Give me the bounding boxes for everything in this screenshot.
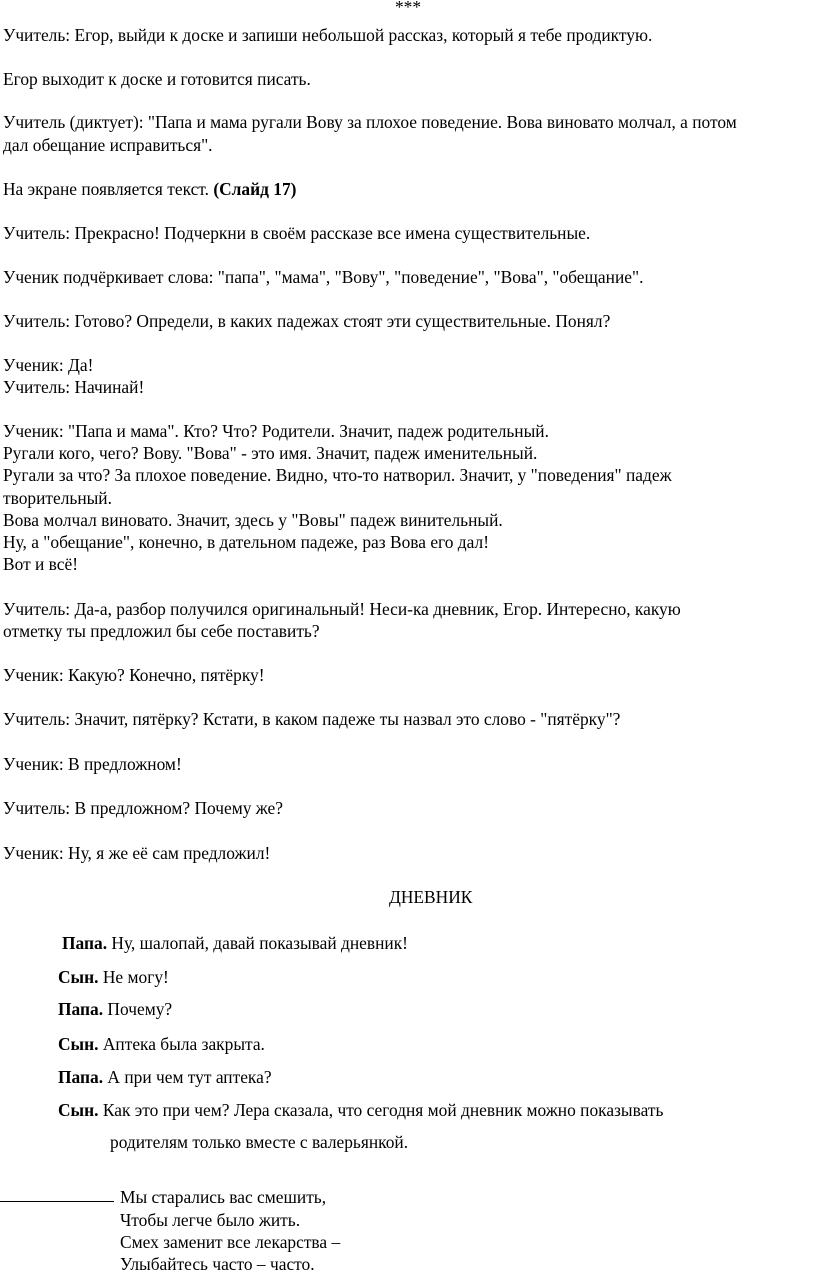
speaker-name: Сын. xyxy=(58,967,99,987)
dialogue-line: отметку ты предложил бы себе поставить? xyxy=(3,621,320,641)
speaker-text: Ну, шалопай, давай показывай дневник! xyxy=(111,933,408,953)
dialogue-line: Учитель: Егор, выйди к доске и запиши небольшой рассказ, который я тебе продиктую. xyxy=(3,25,653,45)
dialogue-line: Ученик: Да! xyxy=(3,355,94,375)
short-rule xyxy=(0,1201,114,1202)
dialogue-line: Ученик: Какую? Конечно, пятёрку! xyxy=(3,665,265,685)
poem-line: Чтобы легче было жить. xyxy=(120,1210,301,1230)
dialogue-line: Ученик: "Папа и мама". Кто? Что? Родители. Значит, падеж родительный. xyxy=(3,421,549,441)
dialogue-line: Вова молчал виновато. Значит, здесь у "Вовы" падеж винительный. xyxy=(3,510,503,530)
speaker-text: Как это при чем? Лера сказала, что сегодня мой дневник можно показывать xyxy=(102,1100,664,1120)
dialogue-line: Учитель (диктует): "Папа и мама ругали Вову за плохое поведение. Вова виновато молчал, а потом xyxy=(3,112,737,132)
screen-text-label: На экране появляется текст. xyxy=(3,179,209,199)
diary-line xyxy=(58,1033,265,1056)
dialogue-line: Егор выходит к доске и готовится писать. xyxy=(3,69,311,89)
speaker-text: А при чем тут аптека? xyxy=(107,1067,272,1087)
speaker-text: Почему? xyxy=(107,999,173,1019)
dialogue-line: Ругали за что? За плохое поведение. Видно, что-то натворил. Значит, у "поведения" падеж xyxy=(3,465,672,485)
dialogue-line: Ругали кого, чего? Вову. "Вова" - это имя. Значит, падеж именительный. xyxy=(3,443,538,463)
speaker-text: Не могу! xyxy=(102,967,169,987)
speaker-name: Сын. xyxy=(58,1034,99,1054)
poem-line: Улыбайтесь часто – часто. xyxy=(120,1254,315,1274)
diary-line xyxy=(58,1066,272,1089)
poem-line: Смех заменит все лекарства – xyxy=(120,1232,341,1252)
speaker-name: Сын. xyxy=(58,1100,99,1120)
section-title: ДНЕВНИК xyxy=(389,887,473,907)
dialogue-line: Учитель: Прекрасно! Подчеркни в своём рассказе все имена существительные. xyxy=(3,223,591,243)
diary-line xyxy=(58,1099,663,1122)
dialogue-line: Учитель: Готово? Определи, в каких падежах стоят эти существительные. Понял? xyxy=(3,311,611,331)
dialogue-line xyxy=(3,178,296,201)
dialogue-line: Ну, а "обещание", конечно, в дательном падеже, раз Вова его дал! xyxy=(3,532,489,552)
slide-reference: (Слайд 17) xyxy=(213,179,297,199)
diary-line xyxy=(58,998,172,1021)
diary-line xyxy=(110,1131,408,1154)
speaker-text: Аптека была закрыта. xyxy=(102,1034,265,1054)
dialogue-line: творительный. xyxy=(3,488,112,508)
dialogue-line: дал обещание исправиться". xyxy=(3,135,213,155)
separator-stars: *** xyxy=(394,0,422,17)
dialogue-line: Ученик: В предложном! xyxy=(3,754,182,774)
speaker-text: родителям только вместе с валерьянкой. xyxy=(110,1132,409,1152)
poem-line: Мы старались вас смешить, xyxy=(120,1187,327,1207)
diary-line xyxy=(58,966,169,989)
dialogue-line: Ученик подчёркивает слова: "папа", "мама", "Вову", "поведение", "Вова", "обещание". xyxy=(3,267,644,287)
dialogue-line: Учитель: Значит, пятёрку? Кстати, в каком падеже ты назвал это слово - "пятёрку"? xyxy=(3,709,621,729)
dialogue-line: Ученик: Ну, я же её сам предложил! xyxy=(3,843,271,863)
speaker-name: Папа. xyxy=(58,1067,104,1087)
dialogue-line: Учитель: В предложном? Почему же? xyxy=(3,798,283,818)
speaker-name: Папа. xyxy=(58,999,104,1019)
dialogue-line: Вот и всё! xyxy=(3,554,79,574)
speaker-name: Папа. xyxy=(62,933,108,953)
dialogue-line: Учитель: Да-а, разбор получился оригинальный! Неси-ка дневник, Егор. Интересно, какую xyxy=(3,599,681,619)
diary-line xyxy=(62,932,408,955)
dialogue-line: Учитель: Начинай! xyxy=(3,377,145,397)
